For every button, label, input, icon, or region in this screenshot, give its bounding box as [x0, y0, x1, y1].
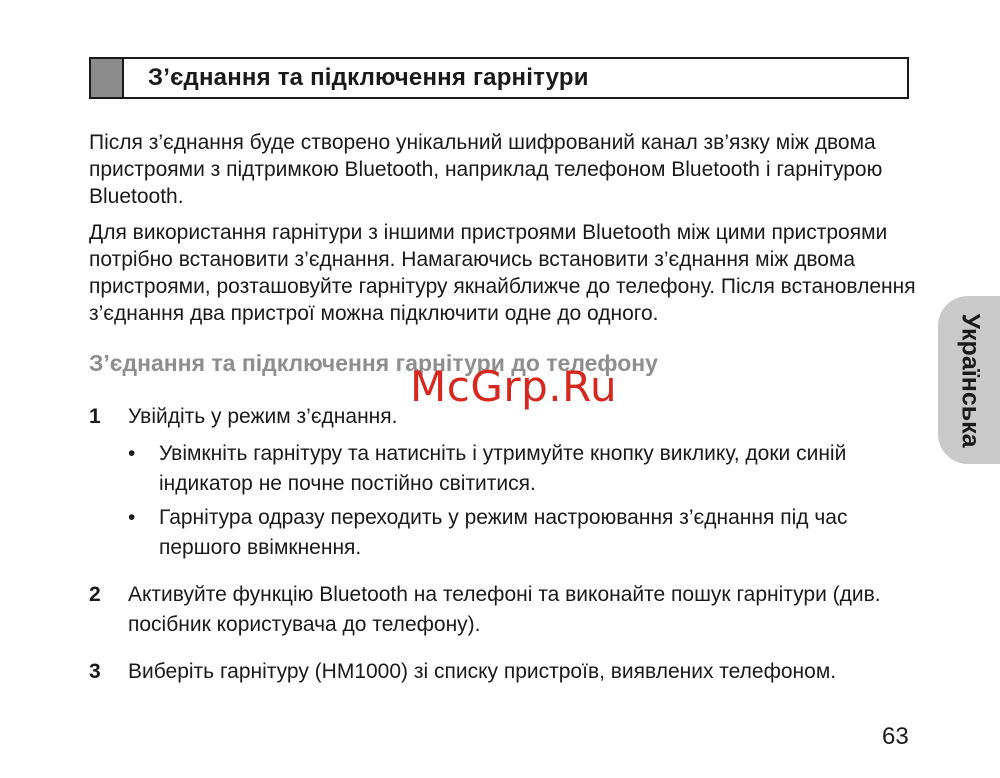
section-title-box	[89, 57, 909, 99]
bullet-icon: •	[128, 442, 136, 465]
step-number: 3	[89, 660, 101, 683]
watermark: McGrp.Ru	[410, 362, 618, 411]
page-number: 63	[882, 723, 909, 750]
language-tab-label-wrap	[940, 296, 1000, 464]
step-text: Увійдіть у режим з’єднання.	[128, 405, 398, 428]
title-marker	[91, 59, 124, 97]
section-subheading: З’єднання та підключення гарнітури до телефону	[89, 350, 658, 376]
step-number: 1	[89, 405, 101, 428]
intro-paragraph-1: Після з’єднання буде створено унікальний шифрований канал зв’язку між двома пристроями з підтримкою Bluetooth, наприклад телефоном Bluetooth і гарнітурою Bluetooth.	[89, 131, 883, 208]
intro-paragraph-2: Для використання гарнітури з іншими пристроями Bluetooth між цими пристроями потрібно встановити з’єднання. Намагаючись встановити з’єднання між двома пристроями, розташовуйте гарнітуру якнайближче до телефону. Після встановлення з’єднання два пристрої можна підключити одне до одного.	[89, 221, 916, 325]
bullet-icon: •	[128, 506, 136, 529]
step-text: Активуйте функцію Bluetooth на телефоні та виконайте пошук гарнітури (див. посібник користувача до телефону).	[128, 583, 881, 636]
bullet-text: Увімкніть гарнітуру та натисніть і утримуйте кнопку виклику, доки синій індикатор не почне постійно світитися.	[159, 442, 847, 495]
page-title: З’єднання та підключення гарнітури	[148, 64, 589, 91]
step-text: Виберіть гарнітуру (HM1000) зі списку пристроїв, виявлених телефоном.	[128, 660, 837, 683]
step-number: 2	[89, 583, 101, 606]
bullet-text: Гарнітура одразу переходить у режим настроювання з’єднання під час першого ввімкнення.	[159, 506, 848, 559]
language-tab-label: Українська	[956, 312, 985, 448]
